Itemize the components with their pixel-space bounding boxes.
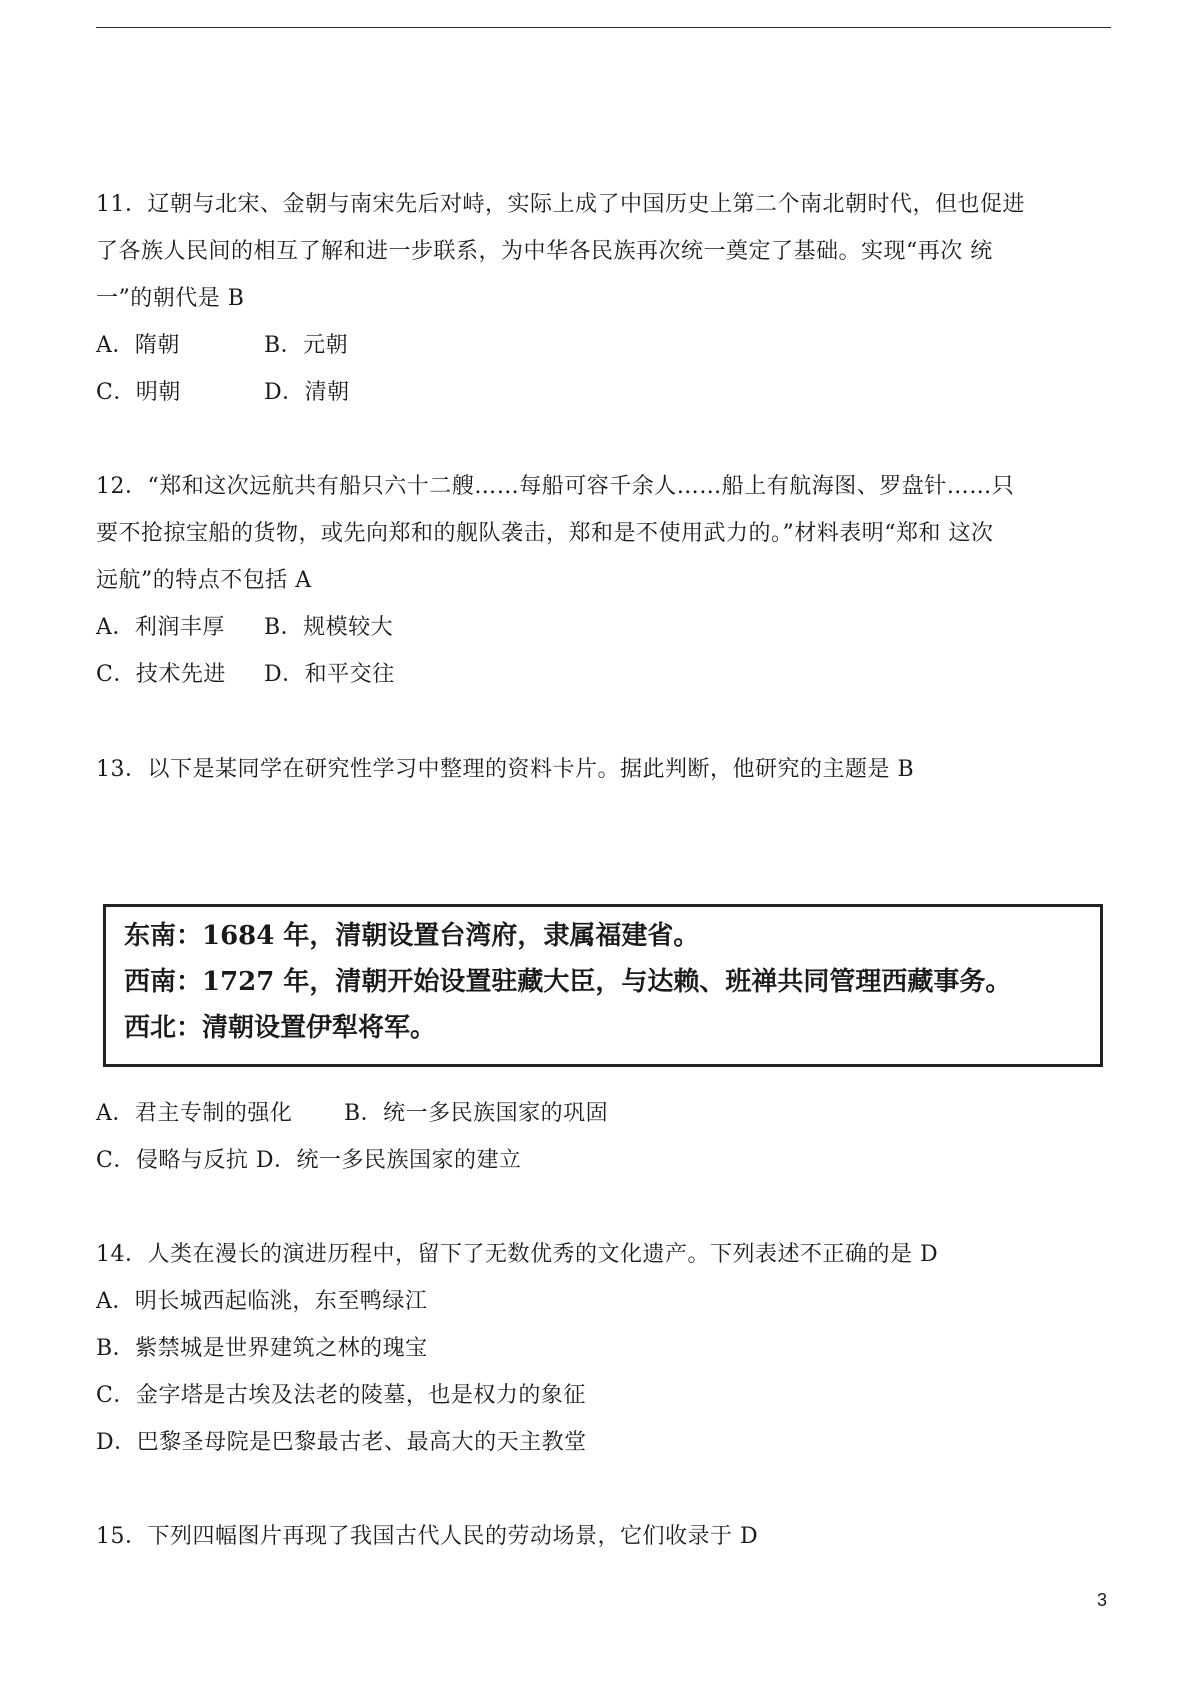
question-11-line-1: 11．辽朝与北宋、金朝与南宋先后对峙，实际上成了中国历史上第二个南北朝时代，但也促进 — [96, 192, 1025, 217]
header-rule — [96, 27, 1111, 28]
info-card — [103, 904, 1103, 1067]
question-13-option-b: B．统一多民族国家的巩固 — [344, 1101, 609, 1126]
question-13-option-c-d: C．侵略与反抗 D．统一多民族国家的建立 — [96, 1148, 522, 1173]
question-12-line-2: 要不抢掠宝船的货物，或先向郑和的舰队袭击，郑和是不使用武力的。”材料表明“郑和 这次 — [96, 521, 994, 546]
question-14-option-d: D．巴黎圣母院是巴黎最古老、最高大的天主教堂 — [96, 1430, 587, 1455]
question-13-line-1: 13．以下是某同学在研究性学习中整理的资料卡片。据此判断，他研究的主题是 B — [96, 757, 915, 782]
info-card-line-southeast: 东南：1684 年，清朝设置台湾府，隶属福建省。 — [124, 921, 700, 951]
question-12-line-3: 远航”的特点不包括 A — [96, 568, 312, 593]
question-11-option-a: A．隋朝 — [96, 333, 180, 358]
question-12-option-c: C．技术先进 — [96, 662, 226, 687]
question-12-option-a: A．利润丰厚 — [96, 615, 225, 640]
question-13-option-a: A．君主专制的强化 — [96, 1101, 293, 1126]
question-14-option-b: B．紫禁城是世界建筑之林的瑰宝 — [96, 1336, 428, 1361]
question-14-option-a: A．明长城西起临洮，东至鸭绿江 — [96, 1289, 428, 1314]
info-card-line-southwest: 西南：1727 年，清朝开始设置驻藏大臣，与达赖、班禅共同管理西藏事务。 — [124, 967, 1012, 997]
question-11-option-d: D．清朝 — [264, 380, 350, 405]
info-card-line-northwest: 西北：清朝设置伊犁将军。 — [124, 1013, 437, 1043]
question-11-line-2: 了各族人民间的相互了解和进一步联系，为中华各民族再次统一奠定了基础。实现“再次 统 — [96, 239, 993, 264]
question-14-line-1: 14．人类在漫长的演进历程中，留下了无数优秀的文化遗产。下列表述不正确的是 D — [96, 1242, 939, 1267]
question-15-line-1: 15．下列四幅图片再现了我国古代人民的劳动场景，它们收录于 D — [96, 1524, 759, 1549]
question-11-option-b: B．元朝 — [264, 333, 349, 358]
question-12-option-b: B．规模较大 — [264, 615, 394, 640]
question-12-line-1: 12．“郑和这次远航共有船只六十二艘……每船可容千余人……船上有航海图、罗盘针……只 — [96, 474, 1015, 499]
page-number: 3 — [1097, 1590, 1108, 1610]
question-11-line-3: 一”的朝代是 B — [96, 286, 245, 311]
question-11-option-c: C．明朝 — [96, 380, 181, 405]
question-12-option-d: D．和平交往 — [264, 662, 395, 687]
question-14-option-c: C．金字塔是古埃及法老的陵墓，也是权力的象征 — [96, 1383, 586, 1408]
